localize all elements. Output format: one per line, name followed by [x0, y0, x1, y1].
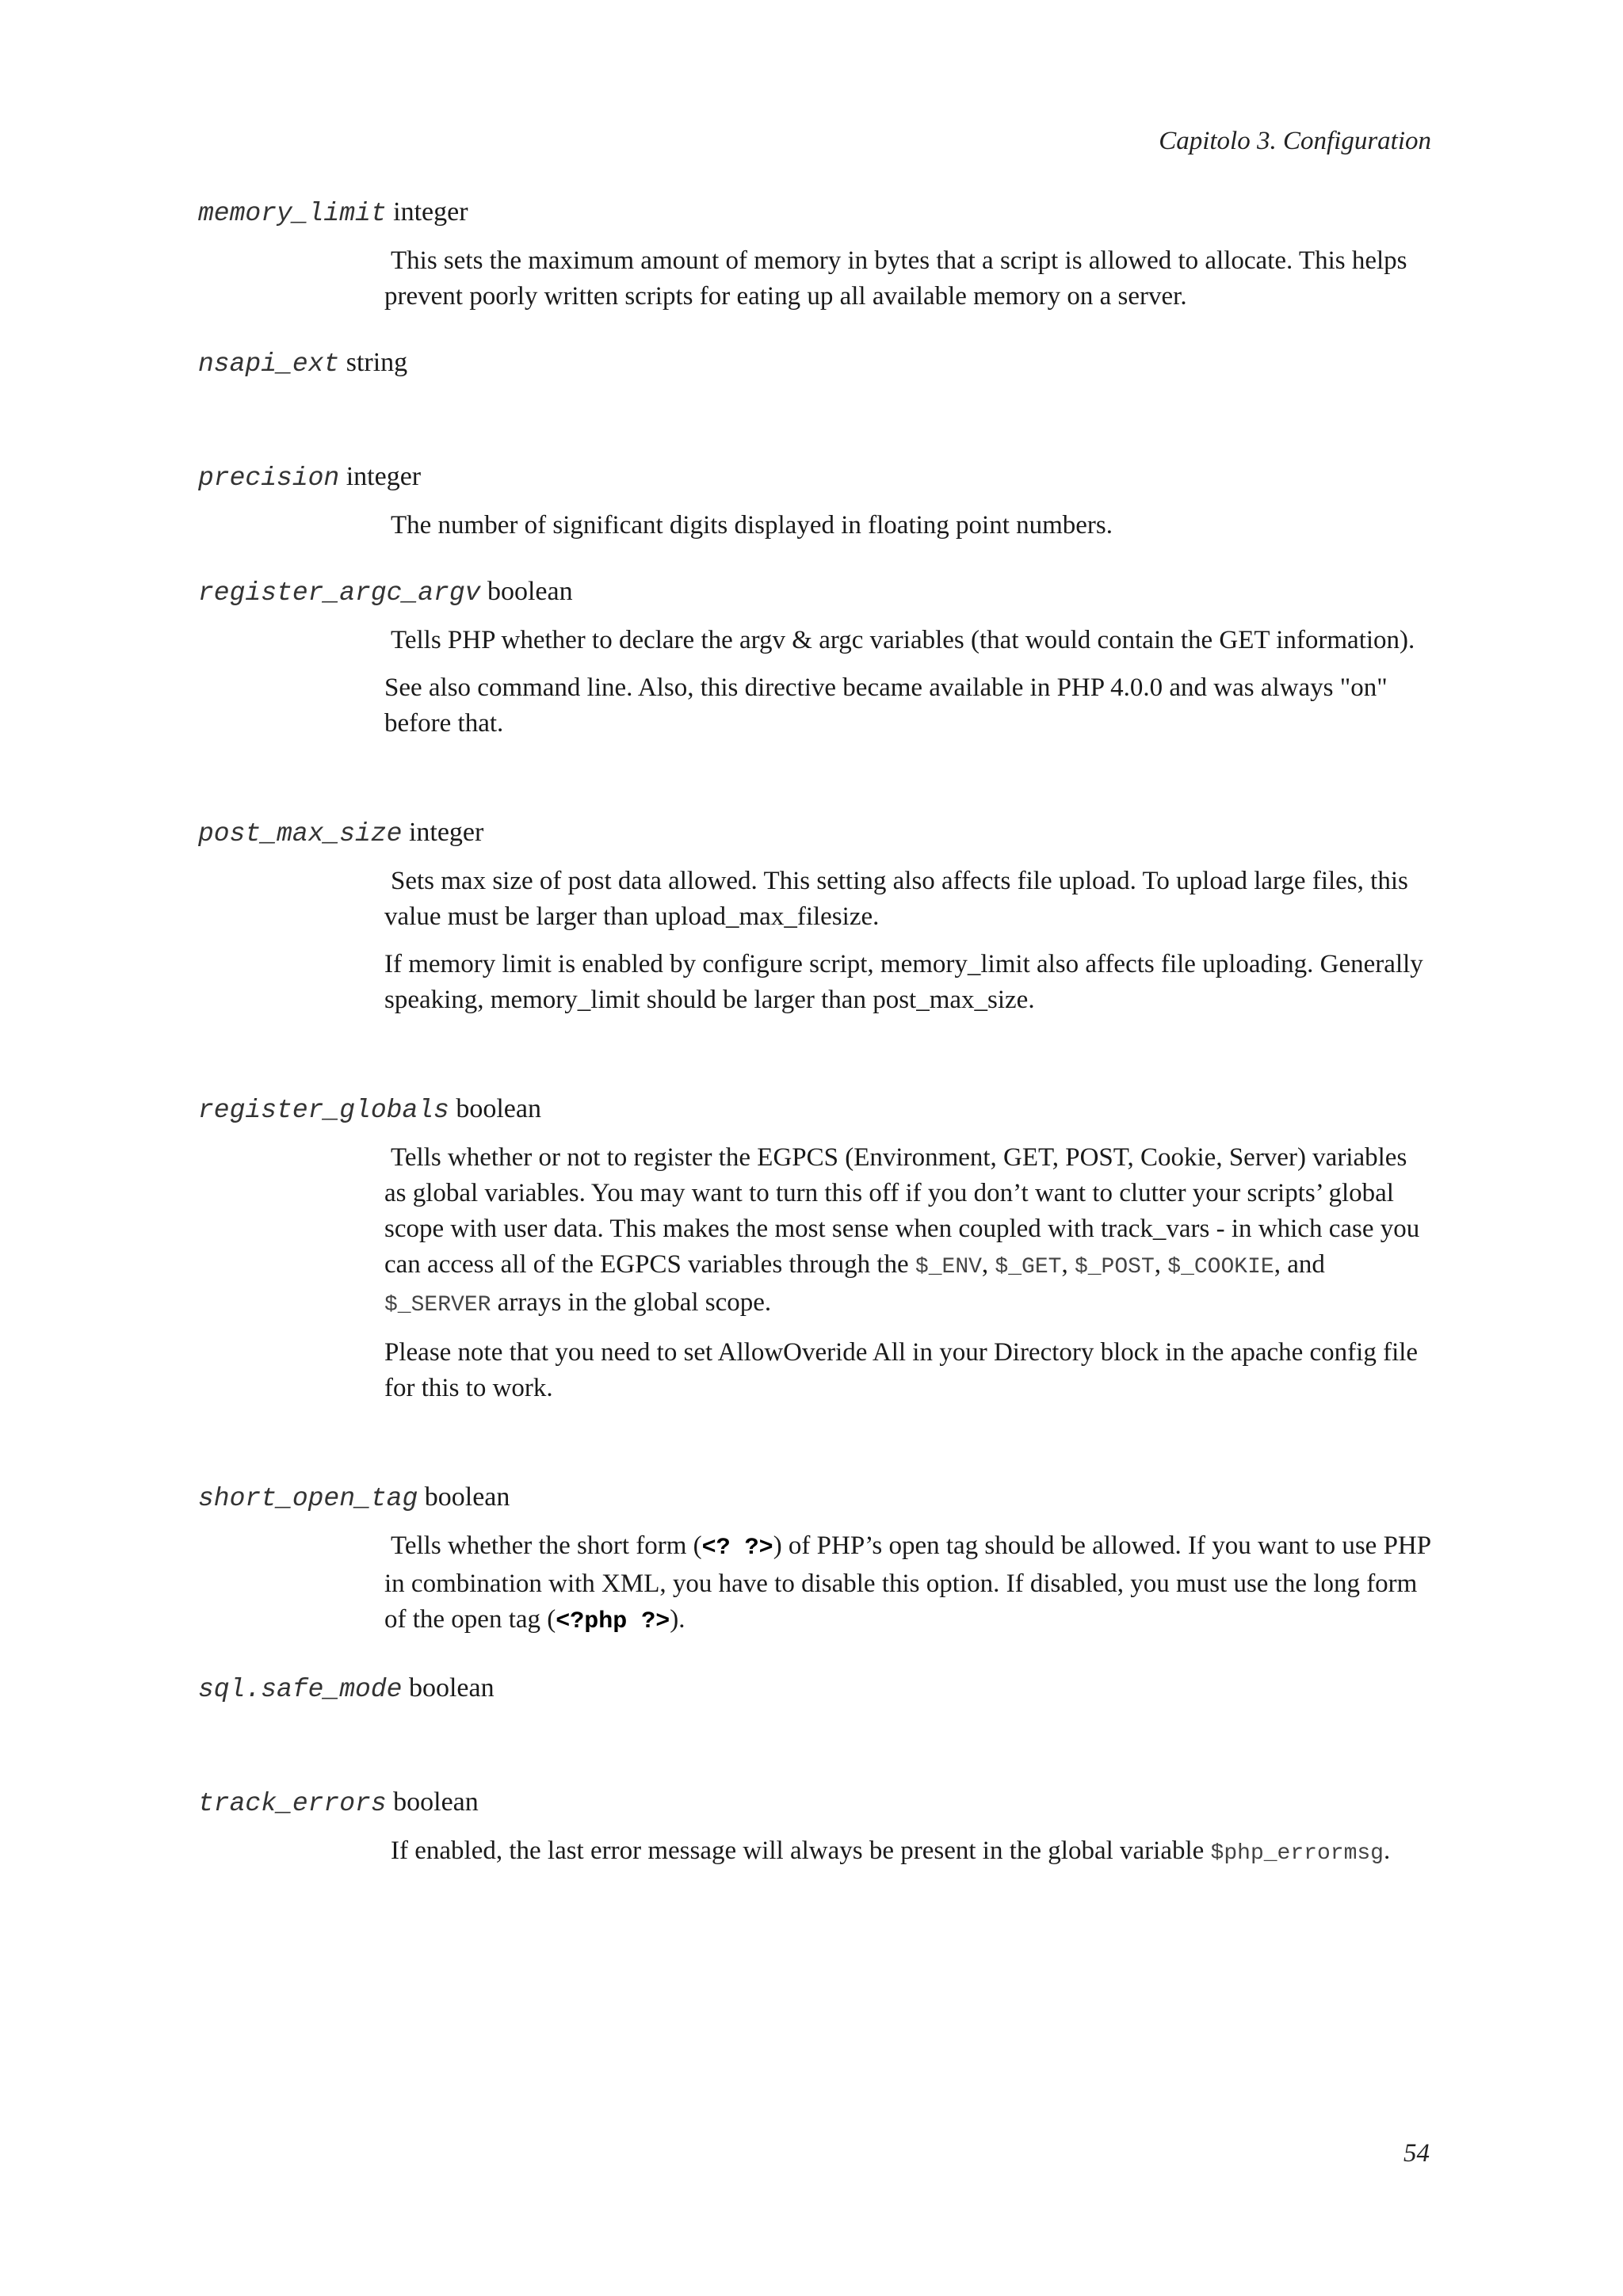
- directive-type: boolean: [487, 577, 573, 606]
- directive-entry: [198, 1670, 1434, 1708]
- directive-type: boolean: [408, 1673, 495, 1703]
- paragraph-text: Tells whether or not to register the EGPCS (Environment, GET, POST, Cookie, Server) variables as global variables. You may want to turn this off if you don’t want to clutter your scripts’ global scope with user data. This makes the most sense when coupled with track_vars - in which case you can access all of the EGPCS variables through the: [384, 1143, 1420, 1279]
- description-paragraph: If memory limit is enabled by configure script, memory_limit also affects file uploading. Generally speaking, memory_limit should be larger than post_max_size.: [384, 950, 1423, 1014]
- spacer: [198, 315, 1434, 345]
- directive-description: [384, 508, 1434, 543]
- separator: ,: [1061, 1250, 1075, 1279]
- directive-entry: [198, 194, 1434, 315]
- directive-name: precision: [198, 463, 340, 493]
- code-get: $_GET: [995, 1255, 1062, 1280]
- separator: ,: [981, 1250, 995, 1279]
- separator: ,: [1154, 1250, 1168, 1279]
- directive-entry: [198, 1091, 1434, 1406]
- directive-description: [384, 1140, 1434, 1406]
- paragraph-text: Tells whether the short form (: [391, 1531, 702, 1560]
- page-number: 54: [1403, 2139, 1430, 2168]
- spacer: [198, 742, 1434, 814]
- directive-name: sql.safe_mode: [198, 1675, 403, 1704]
- paragraph-text: If enabled, the last error message will always be present in the global variable: [391, 1836, 1211, 1865]
- description-paragraph: The number of significant digits displayed in floating point numbers.: [391, 511, 1113, 540]
- directive-name: track_errors: [198, 1789, 387, 1818]
- directive-term: [198, 814, 1434, 852]
- code-env: $_ENV: [915, 1255, 982, 1280]
- directive-term: [198, 1479, 1434, 1517]
- directive-description: [384, 1528, 1434, 1640]
- directive-name: post_max_size: [198, 819, 403, 849]
- directive-entry: [198, 459, 1434, 543]
- description-paragraph: Sets max size of post data allowed. This setting also affects file upload. To upload large files, this value must be larger than upload_max_filesize.: [384, 867, 1408, 931]
- directive-term: [198, 574, 1434, 612]
- directive-name: short_open_tag: [198, 1484, 418, 1513]
- directive-description: [384, 623, 1434, 742]
- description-paragraph: Tells PHP whether to declare the argv & argc variables (that would contain the GET information).: [391, 626, 1415, 654]
- directive-term: [198, 194, 1434, 232]
- paragraph-text: arrays in the global scope.: [491, 1288, 772, 1317]
- paragraph-text: ) of PHP’s open tag should be allowed. If you want to use PHP in combination with XML, you have to disable this option. If disabled, you must use the long form of the open tag (: [384, 1531, 1430, 1634]
- separator: , and: [1274, 1250, 1325, 1279]
- directive-type: integer: [393, 197, 468, 227]
- spacer: [198, 1640, 1434, 1670]
- directive-type: boolean: [424, 1482, 510, 1512]
- spacer: [198, 543, 1434, 574]
- code-short-tag: <? ?>: [701, 1535, 773, 1562]
- spacer: [198, 1708, 1434, 1784]
- directive-type: string: [346, 348, 408, 377]
- directive-name: register_argc_argv: [198, 578, 481, 608]
- directive-entry: [198, 345, 1434, 383]
- directive-description: [384, 864, 1434, 1018]
- directive-term: [198, 1784, 1434, 1822]
- directive-name: nsapi_ext: [198, 349, 340, 379]
- description-paragraph: See also command line. Also, this directive became available in PHP 4.0.0 and was always "on" before that.: [384, 673, 1388, 738]
- code-errormsg: $php_errormsg: [1210, 1841, 1384, 1866]
- spacer: [198, 383, 1434, 459]
- directive-entry: [198, 1479, 1434, 1640]
- directive-term: [198, 1670, 1434, 1708]
- description-paragraph: [384, 1833, 1434, 1871]
- directive-entry: [198, 1784, 1434, 1871]
- directive-entry: [198, 574, 1434, 742]
- description-paragraph: [384, 1528, 1434, 1640]
- directive-entry: [198, 814, 1434, 1018]
- directive-description: [384, 243, 1434, 315]
- directive-name: register_globals: [198, 1096, 449, 1125]
- code-post: $_POST: [1074, 1255, 1155, 1280]
- directive-type: integer: [346, 462, 422, 491]
- spacer: [198, 1406, 1434, 1479]
- description-paragraph: [384, 1140, 1434, 1323]
- running-header: Capitolo 3. Configuration: [1159, 127, 1431, 155]
- directive-term: [198, 459, 1434, 497]
- directive-description: [384, 1833, 1434, 1871]
- description-paragraph: Please note that you need to set AllowOveride All in your Directory block in the apache config file for this to work.: [384, 1338, 1419, 1402]
- description-paragraph: This sets the maximum amount of memory in bytes that a script is allowed to allocate. This helps prevent poorly written scripts for eating up all available memory on a server.: [384, 246, 1407, 311]
- directive-type: boolean: [456, 1094, 541, 1123]
- directive-list: [198, 194, 1434, 1871]
- directive-type: integer: [408, 818, 484, 847]
- directive-term: [198, 1091, 1434, 1129]
- spacer: [198, 1018, 1434, 1091]
- directive-name: memory_limit: [198, 199, 387, 228]
- paragraph-text: .: [1383, 1836, 1391, 1865]
- code-server: $_SERVER: [384, 1293, 491, 1318]
- directive-term: [198, 345, 1434, 383]
- code-long-tag: <?php ?>: [556, 1608, 670, 1635]
- paragraph-text: ).: [670, 1605, 685, 1634]
- code-cookie: $_COOKIE: [1167, 1255, 1274, 1280]
- directive-type: boolean: [393, 1787, 479, 1817]
